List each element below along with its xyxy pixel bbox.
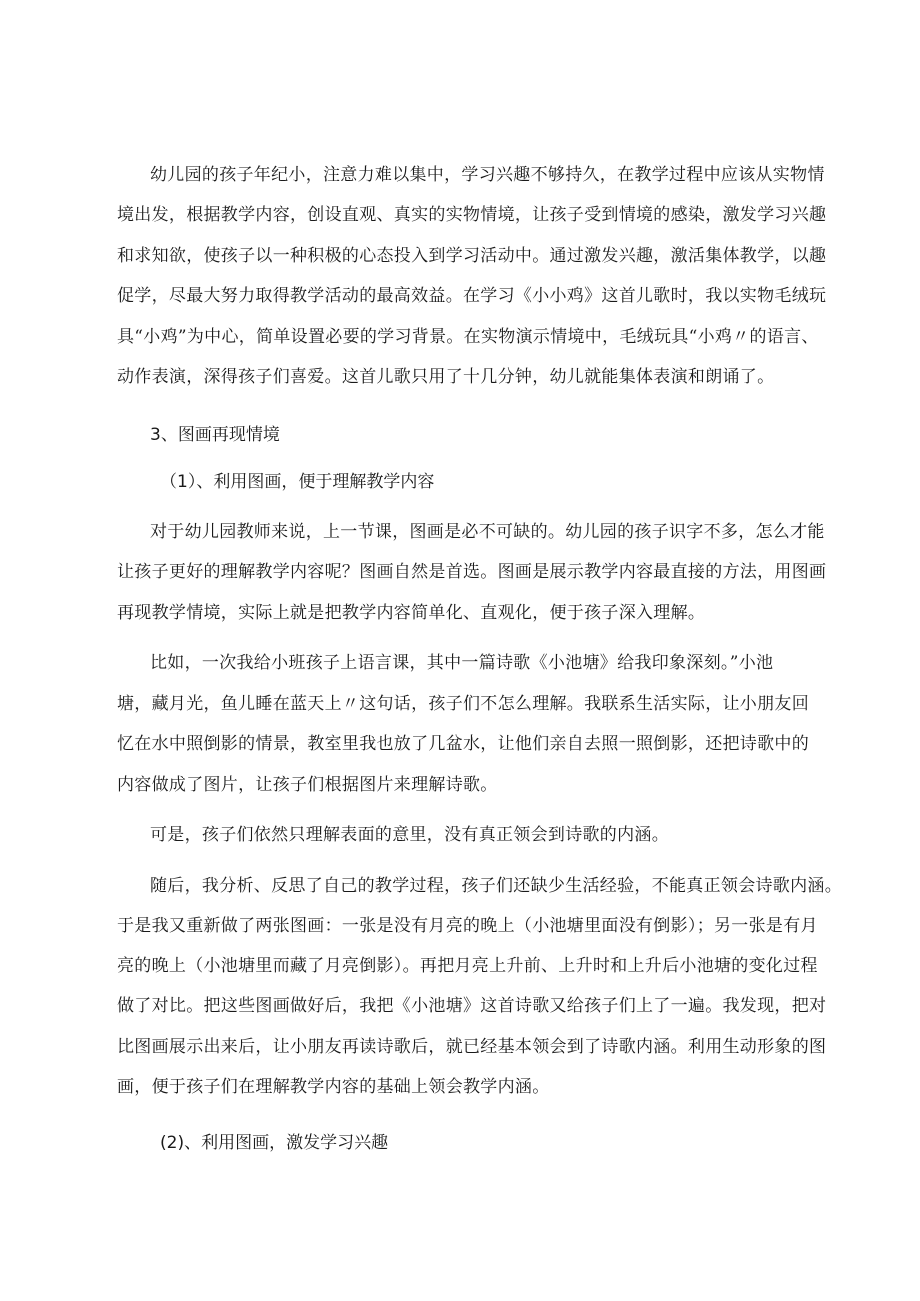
paragraph-1-line-2: 境出发，根据教学内容，创设直观、真实的实物情境，让孩子受到情境的感染，激发学习兴趣 [117, 205, 827, 225]
paragraph-3-line-3: 忆在水中照倒影的情景，教室里我也放了几盆水，让他们亲自去照一照倒影，还把诗歌中的 [117, 734, 809, 754]
subsection-2-heading: (2)、利用图画，激发学习兴趣 [160, 1133, 389, 1153]
paragraph-5-line-3: 亮的晚上（小池塘里而藏了月亮倒影）。再把月亮上升前、上升时和上升后小池塘的变化过程 [117, 956, 818, 976]
paragraph-1-line-1: 幼儿园的孩子年纪小，注意力难以集中，学习兴趣不够持久，在教学过程中应该从实物情 [150, 165, 825, 185]
section-3-heading: 3、图画再现情境 [150, 425, 280, 445]
paragraph-2-line-1: 对于幼儿园教师来说，上一节课，图画是必不可缺的。幼儿园的孩子识字不多，怎么才能 [150, 522, 825, 542]
paragraph-1-line-5: 具“小鸡”为中心，简单设置必要的学习背景。在实物演示情境中，毛绒玩具“小鸡〃的语言、 [117, 327, 819, 347]
paragraph-3-line-1: 比如，一次我给小班孩子上语言课，其中一篇诗歌《小池塘》给我印象深刻。”小池 [150, 653, 774, 673]
paragraph-4-line-1: 可是，孩子们依然只理解表面的意里，没有真正领会到诗歌的内涵。 [150, 825, 669, 845]
paragraph-1-line-3: 和求知欲，使孩子以一种积极的心态投入到学习活动中。通过激发兴趣，激活集体教学，以趣 [117, 246, 827, 266]
paragraph-2-line-2: 让孩子更好的理解教学内容呢？图画自然是首选。图画是展示教学内容最直接的方法，用图画 [117, 562, 827, 582]
paragraph-5-line-5: 比图画展示出来后，让小朋友再读诗歌后，就已经基本领会到了诗歌内涵。利用生动形象的图 [117, 1037, 827, 1057]
paragraph-5-line-4: 做了对比。把这些图画做好后，我把《小池塘》这首诗歌又给孩子们上了一遍。我发现，把对 [117, 996, 827, 1016]
paragraph-2-line-3: 再现教学情境，实际上就是把教学内容简单化、直观化，便于孩子深入理解。 [117, 603, 706, 623]
paragraph-3-line-4: 内容做成了图片，让孩子们根据图片来理解诗歌。 [117, 775, 498, 795]
paragraph-5-line-6: 画，便于孩子们在理解教学内容的基础上领会教学内涵。 [117, 1077, 550, 1097]
paragraph-1-line-6: 动作表演，深得孩子们喜爱。这首儿歌只用了十几分钟，幼儿就能集体表演和朗诵了。 [117, 367, 775, 387]
paragraph-5-line-2: 于是我又重新做了两张图画：一张是没有月亮的晚上（小池塘里面没有倒影）；另一张是有月 [117, 916, 818, 936]
subsection-1-heading: （1）、利用图画，便于理解教学内容 [160, 472, 435, 492]
paragraph-3-line-2: 塘，藏月光，鱼儿睡在蓝天上〃这句话，孩子们不怎么理解。我联系生活实际，让小朋友回 [117, 694, 809, 714]
paragraph-5-line-1: 随后，我分析、反思了自己的教学过程，孩子们还缺少生活经验，不能真正领会诗歌内涵。 [150, 876, 842, 896]
paragraph-1-line-4: 促学，尽最大努力取得教学活动的最高效益。在学习《小小鸡》这首儿歌时，我以实物毛绒玩 [117, 286, 827, 306]
